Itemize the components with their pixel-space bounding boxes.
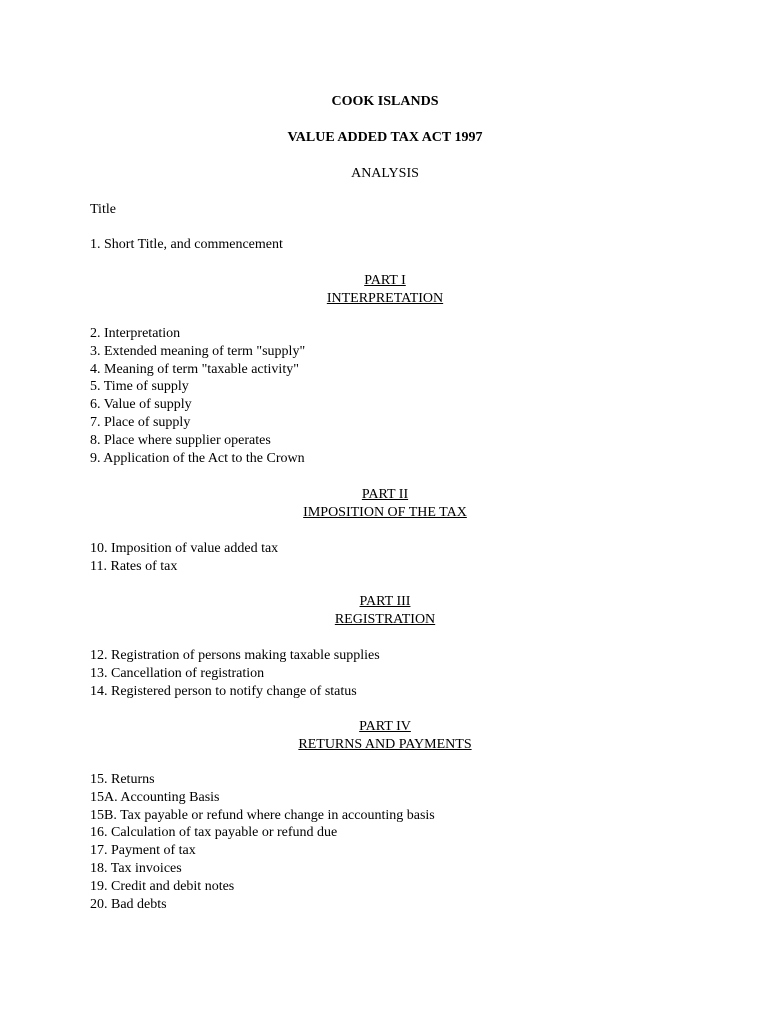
part-1-sections	[90, 325, 305, 467]
part-4-title: RETURNS AND PAYMENTS	[298, 737, 472, 752]
part-2-sections	[90, 540, 278, 576]
list-item: 8. Place where supplier operates	[90, 432, 271, 448]
list-item: 15. Returns	[90, 772, 155, 787]
list-item: 19. Credit and debit notes	[90, 878, 235, 894]
list-item: 11. Rates of tax	[90, 558, 178, 574]
list-item: 16. Calculation of tax payable or refund due	[90, 825, 338, 841]
list-item: 15A. Accounting Basis	[90, 789, 220, 805]
part-4-sections	[90, 771, 435, 913]
part-4-heading	[0, 718, 770, 754]
part-2-heading	[0, 486, 770, 522]
list-item: 12. Registration of persons making taxable supplies	[90, 648, 380, 663]
document-analysis-heading: ANALYSIS	[351, 166, 419, 181]
part-3-heading	[0, 593, 770, 629]
document-country-heading: COOK ISLANDS	[331, 94, 439, 109]
part-2-title: IMPOSITION OF THE TAX	[303, 505, 467, 520]
list-item: 10. Imposition of value added tax	[90, 541, 279, 556]
list-item: 15B. Tax payable or refund where change in accounting basis	[90, 807, 435, 823]
list-item: 7. Place of supply	[90, 414, 191, 430]
list-item: 20. Bad debts	[90, 896, 167, 912]
list-item: 14. Registered person to notify change of status	[90, 683, 357, 699]
short-title-entry: 1. Short Title, and commencement	[90, 237, 283, 252]
part-1-heading	[0, 272, 770, 308]
part-2-label: PART II	[361, 487, 409, 502]
part-1-label: PART I	[364, 273, 406, 288]
list-item: 13. Cancellation of registration	[90, 665, 265, 681]
title-entry: Title	[90, 202, 116, 217]
document-act-title: VALUE ADDED TAX ACT 1997	[287, 130, 483, 145]
list-item: 6. Value of supply	[90, 397, 192, 413]
list-item: 5. Time of supply	[90, 379, 189, 395]
list-item: 17. Payment of tax	[90, 843, 196, 859]
part-3-label: PART III	[359, 594, 411, 609]
list-item: 4. Meaning of term "taxable activity"	[90, 361, 299, 377]
list-item: 18. Tax invoices	[90, 860, 182, 876]
part-1-title: INTERPRETATION	[326, 291, 444, 306]
list-item: 2. Interpretation	[90, 326, 181, 341]
list-item: 9. Application of the Act to the Crown	[90, 450, 305, 466]
list-item: 3. Extended meaning of term "supply"	[90, 343, 306, 359]
part-3-title: REGISTRATION	[334, 612, 436, 627]
part-4-label: PART IV	[359, 719, 411, 734]
part-3-sections	[90, 647, 380, 700]
